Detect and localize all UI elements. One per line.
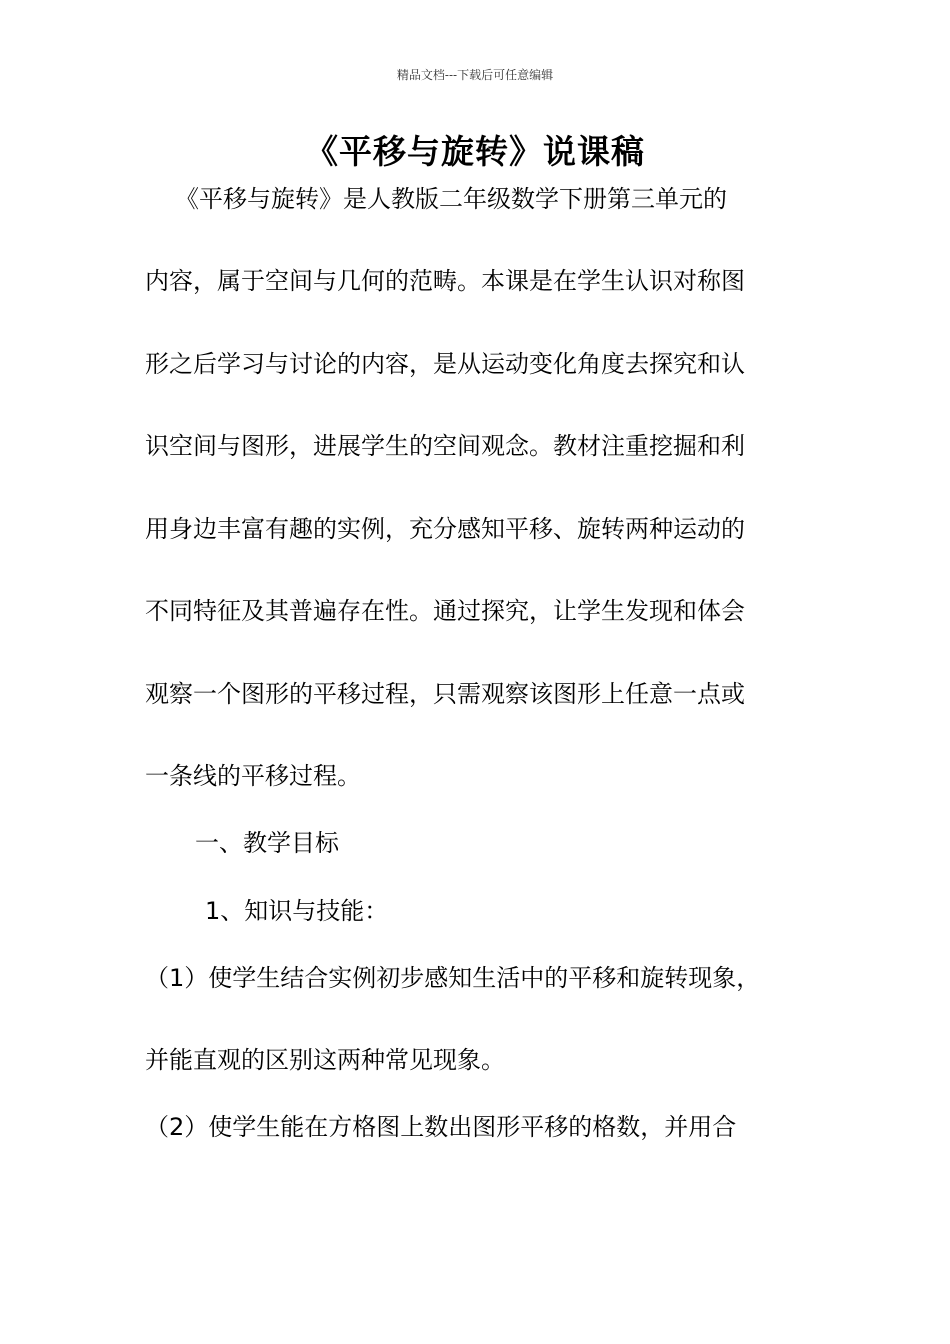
paragraph-line: 一条线的平移过程。 (145, 762, 361, 790)
paragraph-line: 并能直观的区别这两种常见现象。 (145, 1046, 505, 1074)
paragraph-line: 用身边丰富有趣的实例，充分感知平移、旋转两种运动的 (145, 515, 745, 543)
list-item: （2）使学生能在方格图上数出图形平移的格数，并用合 (145, 1113, 737, 1141)
document-title: 《平移与旋转》说课稿 (305, 132, 645, 171)
paragraph-line: 《平移与旋转》是人教版二年级数学下册第三单元的 (175, 185, 727, 213)
list-item: （1）使学生结合实例初步感知生活中的平移和旋转现象， (145, 964, 761, 992)
paragraph-line: 不同特征及其普遍存在性。通过探究，让学生发现和体会 (145, 597, 745, 625)
subsection-heading: 1、知识与技能： (205, 897, 389, 925)
paragraph-line: 内容，属于空间与几何的范畴。本课是在学生认识对称图 (145, 267, 745, 295)
section-heading: 一、教学目标 (195, 829, 339, 857)
paragraph-line: 形之后学习与讨论的内容，是从运动变化角度去探究和认 (145, 350, 745, 378)
paragraph-line: 识空间与图形，进展学生的空间观念。教材注重挖掘和利 (145, 432, 745, 460)
paragraph-line: 观察一个图形的平移过程，只需观察该图形上任意一点或 (145, 680, 745, 708)
page-header: 精品文档---下载后可任意编辑 (396, 68, 554, 82)
